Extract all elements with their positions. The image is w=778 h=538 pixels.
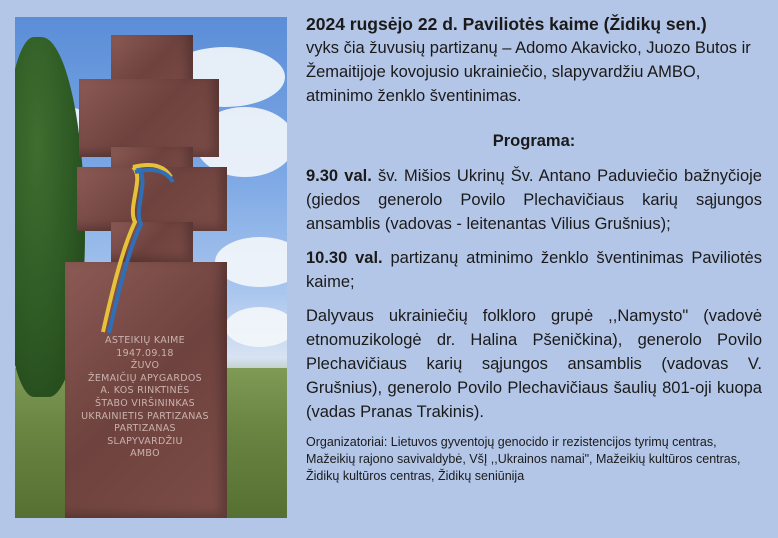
intro-text: vyks čia žuvusių partizanų – Adomo Akavicko, Juozo Butos ir Žemaitijoje kovojusio ukrainiečio, slapyvardžiu AMBO, atminimo ženklo šventinimas. <box>306 39 751 105</box>
program-title: Programa: <box>492 132 576 150</box>
participants-text: Dalyvaus ukrainiečių folkloro grupė ,,Namysto" (vadovė etnomuzikologė dr. Halina Pšeničkina), generolo Povilo Plechavičiaus karių sąjungos ansamblis (vadovas V. Grušnius), generolo Povilo Plechavičiaus šaulių 801-oji kuopa (vadas Pranas Trakinis). <box>306 307 762 421</box>
announcement <box>306 12 762 485</box>
program-text: šv. Mišios Ukrinų Šv. Antano Paduviečio bažnyčioje (giedos generolo Povilo Plechavičiaus karių sąjungos ansamblis (vadovas - leitenantas Vilius Grušnius); <box>306 167 762 233</box>
organizers-text: Organizatoriai: Lietuvos gyventojų genocido ir rezistencijos tyrimų centras, Mažeikių rajono savivaldybė, VšĮ ,,Ukrainos namai", Mažeikių kultūros centras, Židikų kultūros centras, Židikų seniūnija <box>306 435 741 483</box>
headline: 2024 rugsėjo 22 d. Paviliotės kaime (Židikų sen.) <box>306 14 707 34</box>
memorial-photo <box>15 17 287 518</box>
stone-inscription: ASTEIKIŲ KAIME 1947.09.18 ŽUVO ŽEMAIČIŲ APYGARDOS A. KOS RINKTINĖS ŠTABO VIRŠININKAS UKRAINIETIS PARTIZANAS PARTIZANAS SLAPYVARDŽIU AMBO <box>81 335 209 460</box>
program-item <box>306 246 762 294</box>
program-text: partizanų atminimo ženklo šventinimas Paviliotės kaime; <box>306 249 762 291</box>
program-time: 10.30 val. <box>306 249 383 267</box>
program-time: 9.30 val. <box>306 167 372 185</box>
program-item <box>306 164 762 236</box>
